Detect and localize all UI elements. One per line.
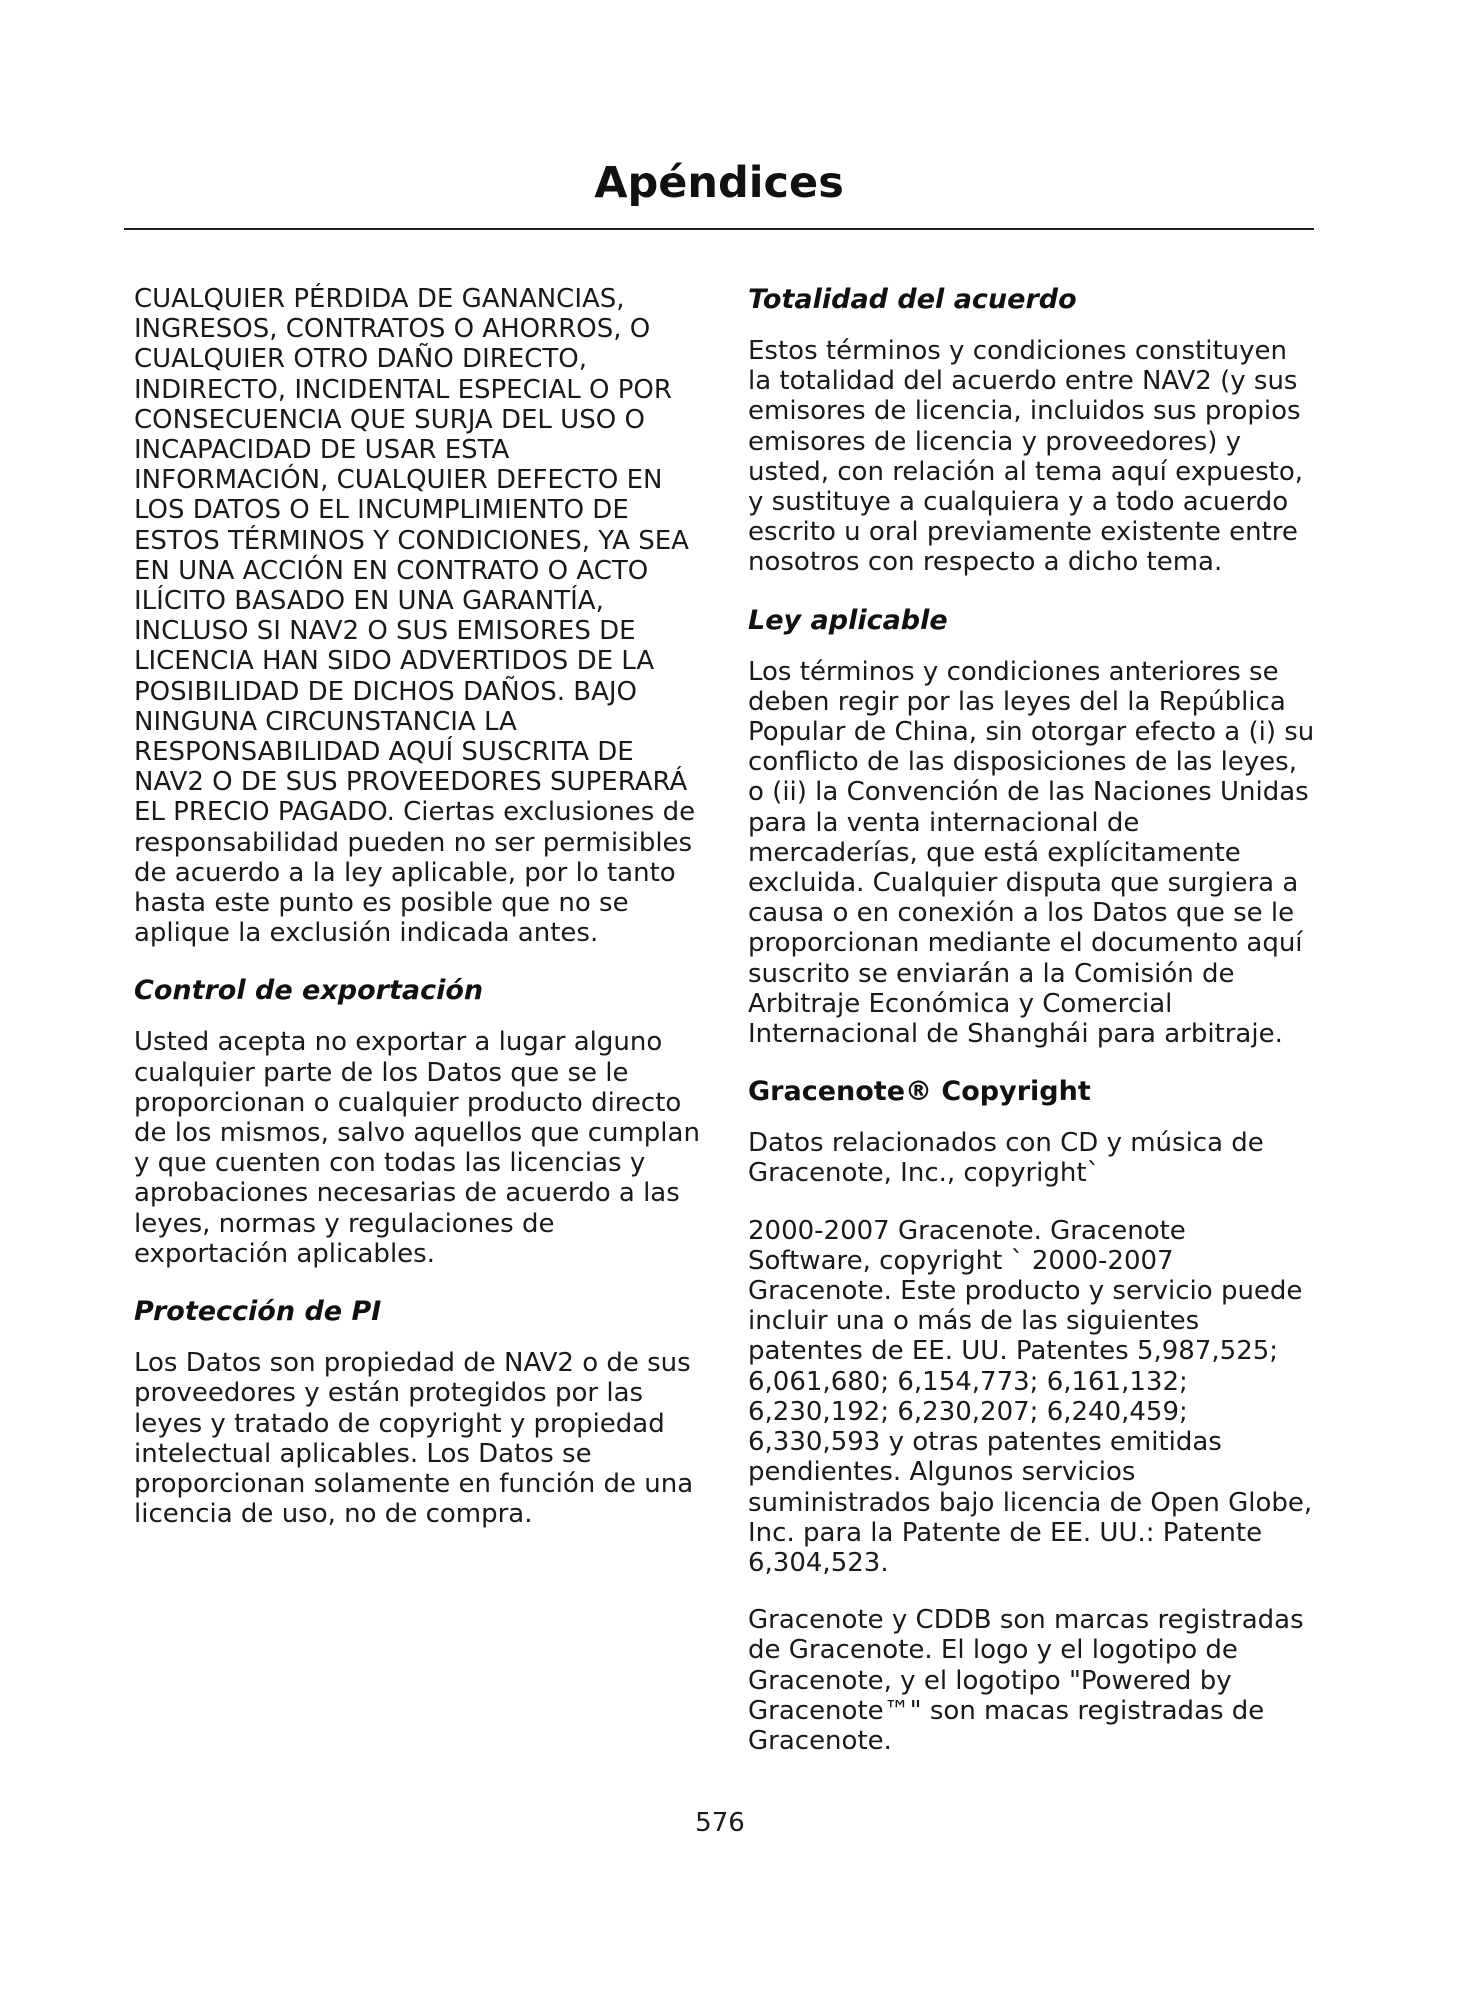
left-column [134,284,704,1556]
ip-protection-heading: Protección de PI [134,1296,382,1328]
gracenote-paragraph-3: Gracenote y CDDB son marcas registradas de Gracenote. El logo y el logotipo de Gracenote, y el logotipo "Powered by Gracenote™" son macas registradas de Gracenote. [748,1605,1304,1756]
liability-paragraph: CUALQUIER PÉRDIDA DE GANANCIAS, INGRESOS, CONTRATOS O AHORROS, O CUALQUIER OTRO DAÑO DIRECTO, INDIRECTO, INCIDENTAL ESPECIAL O POR CONSECUENCIA QUE SURJA DEL USO O INCAPACIDAD DE USAR ESTA INFORMACIÓN, CUALQUIER DEFECTO EN LOS DATOS O EL INCUMPLIMIENTO DE ESTOS TÉRMINOS Y CONDICIONES, YA SEA EN UNA ACCIÓN EN CONTRATO O ACTO ILÍCITO BASADO EN UNA GARANTÍA, INCLUSO SI NAV2 O SUS EMISORES DE LICENCIA HAN SIDO ADVERTIDOS DE LA POSIBILIDAD DE DICHOS DAÑOS. BAJO NINGUNA CIRCUNSTANCIA LA RESPONSABILIDAD AQUÍ SUSCRITA DE NAV2 O DE SUS PROVEEDORES SUPERARÁ EL PRECIO PAGADO. Ciertas exclusiones de responsabilidad pueden no ser permisibles de acuerdo a la ley aplicable, por lo tanto hasta este punto es posible que no se aplique la exclusión indicada antes. [134,284,696,949]
export-control-heading: Control de exportación [134,975,484,1007]
page-title: Apéndices [594,158,844,208]
export-control-paragraph: Usted acepta no exportar a lugar alguno cualquier parte de los Datos que se le proporcionan o cualquier producto directo de los mismos, salvo aquellos que cumplan y que cuenten con todas las licencias y aprobaciones necesarias de acuerdo a las leyes, normas y regulaciones de exportación aplicables. [134,1027,700,1269]
title-divider [124,228,1314,230]
gracenote-paragraph-2: 2000-2007 Gracenote. Gracenote Software, copyright ` 2000-2007 Gracenote. Este producto y servicio puede incluir una o más de las siguientes patentes de EE. UU. Patentes 5,987,525; 6,061,680; 6,154,773; 6,161,132; 6,230,192; 6,230,207; 6,240,459; 6,330,593 y otras patentes emitidas pendientes. Algunos servicios suministrados bajo licencia de Open Globe, Inc. para la Patente de EE. UU.: Patente 6,304,523. [748,1215,1313,1578]
entire-agreement-paragraph: Estos términos y condiciones constituyen la totalidad del acuerdo entre NAV2 (y sus emisores de licencia, incluidos sus propios emisores de licencia y proveedores) y usted, con relación al tema aquí expuesto, y sustituye a cualquiera y a todo acuerdo escrito u oral previamente existente entre nosotros con respecto a dicho tema. [748,336,1303,578]
governing-law-heading: Ley aplicable [748,604,948,636]
entire-agreement-heading: Totalidad del acuerdo [748,284,1077,315]
ip-protection-paragraph: Los Datos son propiedad de NAV2 o de sus proveedores y están protegidos por las leyes y tratado de copyright y propiedad intelectual aplicables. Los Datos se proporcionan solamente en función de una licencia de uso, no de compra. [134,1348,694,1530]
page-number: 576 [695,1808,745,1838]
right-column [748,284,1316,1783]
gracenote-paragraph-1: Datos relacionados con CD y música de Gracenote, Inc., copyright` [748,1128,1264,1189]
gracenote-copyright-heading: Gracenote® Copyright [748,1076,1091,1108]
governing-law-paragraph: Los términos y condiciones anteriores se deben regir por las leyes del la República Popular de China, sin otorgar efecto a (i) su conflicto de las disposiciones de las leyes, o (ii) la Convención de las Naciones Unidas para la venta internacional de mercaderías, que está explícitamente excluida. Cualquier disputa que surgiera a causa o en conexión a los Datos que se le proporcionan mediante el documento aquí suscrito se enviarán a la Comisión de Arbitraje Económica y Comercial Internacional de Shanghái para arbitraje. [748,656,1315,1050]
